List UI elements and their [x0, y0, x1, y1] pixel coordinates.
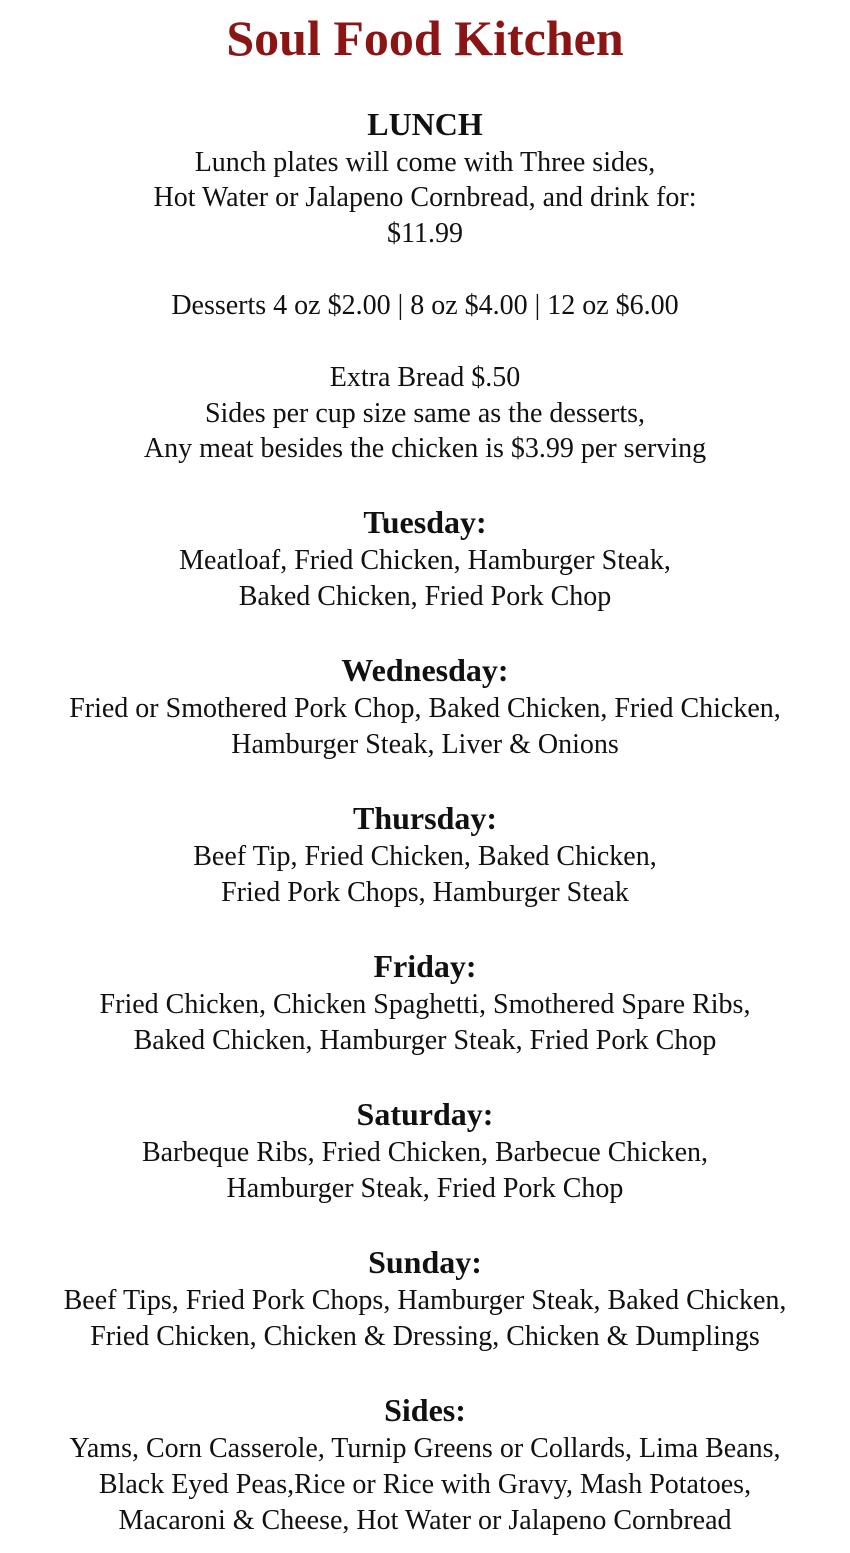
sides-line: Macaroni & Cheese, Hot Water or Jalapeno Cornbread [118, 1505, 732, 1536]
day-item-line: Fried Chicken, Chicken Spaghetti, Smothered Spare Ribs, [99, 989, 751, 1020]
day-item-line: Fried or Smothered Pork Chop, Baked Chicken, Fried Chicken, [69, 693, 781, 724]
day-item-line: Baked Chicken, Fried Pork Chop [238, 581, 612, 612]
extras-line: Any meat besides the chicken is $3.99 per serving [143, 433, 707, 464]
day-heading-wednesday: Wednesday: [341, 652, 509, 688]
day-heading-sunday: Sunday: [368, 1244, 482, 1280]
lunch-heading: LUNCH [367, 106, 483, 142]
day-item-line: Meatloaf, Fried Chicken, Hamburger Steak, [179, 545, 671, 576]
day-heading-saturday: Saturday: [356, 1096, 494, 1132]
day-item-line: Beef Tip, Fried Chicken, Baked Chicken, [193, 841, 657, 872]
lunch-price: $11.99 [387, 218, 463, 249]
day-item-line: Hamburger Steak, Fried Pork Chop [226, 1173, 624, 1204]
day-heading-friday: Friday: [373, 948, 477, 984]
sides-heading: Sides: [384, 1392, 466, 1428]
day-item-line: Hamburger Steak, Liver & Onions [231, 729, 619, 760]
lunch-line: Lunch plates will come with Three sides, [194, 147, 656, 178]
sides-line: Black Eyed Peas,Rice or Rice with Gravy, Mash Potatoes, [98, 1469, 752, 1500]
restaurant-title: Soul Food Kitchen [226, 10, 624, 66]
extras-line: Sides per cup size same as the desserts, [204, 398, 646, 429]
desserts-pricing: Desserts 4 oz $2.00 | 8 oz $4.00 | 12 oz $6.00 [171, 290, 679, 321]
day-heading-tuesday: Tuesday: [363, 504, 487, 540]
extras-line: Extra Bread $.50 [329, 362, 521, 393]
day-item-line: Baked Chicken, Hamburger Steak, Fried Pork Chop [133, 1025, 717, 1056]
day-item-line: Fried Chicken, Chicken & Dressing, Chicken & Dumplings [90, 1321, 760, 1352]
day-item-line: Fried Pork Chops, Hamburger Steak [221, 877, 629, 908]
day-heading-thursday: Thursday: [352, 800, 498, 836]
lunch-line: Hot Water or Jalapeno Cornbread, and drink for: [153, 182, 697, 213]
day-item-line: Beef Tips, Fried Pork Chops, Hamburger Steak, Baked Chicken, [63, 1285, 787, 1316]
day-item-line: Barbeque Ribs, Fried Chicken, Barbecue Chicken, [141, 1137, 709, 1168]
sides-line: Yams, Corn Casserole, Turnip Greens or Collards, Lima Beans, [69, 1433, 781, 1464]
